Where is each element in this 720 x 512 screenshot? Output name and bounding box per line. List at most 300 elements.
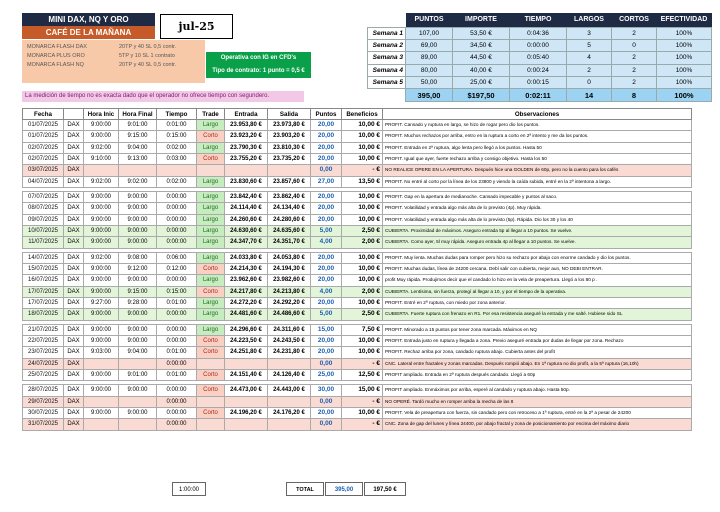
table-row[interactable] bbox=[23, 275, 692, 286]
entry-cell[interactable]: 23.923,20 € bbox=[225, 131, 268, 142]
market-cell[interactable]: DAX bbox=[64, 214, 84, 225]
trade-cell[interactable]: Largo bbox=[197, 225, 225, 236]
start-time-cell[interactable] bbox=[84, 419, 119, 430]
market-cell[interactable]: DAX bbox=[64, 309, 84, 320]
date-cell[interactable]: 24/07/2025 bbox=[23, 358, 64, 369]
observation-cell[interactable]: PROFIT. Entrada en 2ª ruptura, algo lenta pero llegó a los puntos. Hasta 50 bbox=[383, 142, 692, 153]
entry-cell[interactable] bbox=[225, 396, 268, 407]
duration-cell[interactable]: 0:01:00 bbox=[157, 369, 197, 380]
column-header[interactable] bbox=[64, 109, 84, 120]
entry-cell[interactable]: 24.114,40 € bbox=[225, 203, 268, 214]
benefit-cell[interactable]: 10,00 € bbox=[342, 263, 383, 274]
benefit-cell[interactable]: 2,50 € bbox=[342, 309, 383, 320]
date-cell[interactable]: 22/07/2025 bbox=[23, 335, 64, 346]
end-time-cell[interactable]: 9:02:00 bbox=[119, 176, 157, 187]
column-header[interactable]: Hora Final bbox=[119, 109, 157, 120]
entry-cell[interactable]: 24.296,60 € bbox=[225, 324, 268, 335]
table-row[interactable] bbox=[23, 297, 692, 308]
market-cell[interactable]: DAX bbox=[64, 120, 84, 131]
date-cell[interactable]: 07/07/2025 bbox=[23, 191, 64, 202]
table-row[interactable] bbox=[23, 396, 692, 407]
date-cell[interactable]: 31/07/2025 bbox=[23, 419, 64, 430]
start-time-cell[interactable]: 9:00:00 bbox=[84, 203, 119, 214]
entry-cell[interactable]: 24.196,20 € bbox=[225, 407, 268, 418]
table-row[interactable] bbox=[23, 407, 692, 418]
start-time-cell[interactable]: 9:00:00 bbox=[84, 225, 119, 236]
date-cell[interactable]: 21/07/2025 bbox=[23, 324, 64, 335]
entry-cell[interactable]: 24.217,80 € bbox=[225, 286, 268, 297]
table-row[interactable] bbox=[23, 385, 692, 396]
market-cell[interactable]: DAX bbox=[64, 407, 84, 418]
exit-cell[interactable]: 24.213,80 € bbox=[268, 286, 311, 297]
market-cell[interactable]: DAX bbox=[64, 225, 84, 236]
duration-cell[interactable]: 0:00:00 bbox=[157, 214, 197, 225]
market-cell[interactable]: DAX bbox=[64, 142, 84, 153]
points-cell[interactable]: 20,00 bbox=[311, 131, 342, 142]
points-cell[interactable]: 15,00 bbox=[311, 324, 342, 335]
date-cell[interactable]: 28/07/2025 bbox=[23, 385, 64, 396]
table-row[interactable] bbox=[23, 324, 692, 335]
start-time-cell[interactable]: 9:02:00 bbox=[84, 252, 119, 263]
exit-cell[interactable]: 24.311,60 € bbox=[268, 324, 311, 335]
exit-cell[interactable]: 23.982,60 € bbox=[268, 275, 311, 286]
duration-cell[interactable]: 0:15:00 bbox=[157, 286, 197, 297]
trade-cell[interactable]: Largo bbox=[197, 275, 225, 286]
points-cell[interactable]: 20,00 bbox=[311, 252, 342, 263]
end-time-cell[interactable] bbox=[119, 165, 157, 176]
end-time-cell[interactable]: 9:01:00 bbox=[119, 369, 157, 380]
duration-cell[interactable]: 0:01:00 bbox=[157, 120, 197, 131]
observation-cell[interactable]: CUBIERTA. Proximidad de máximos. Aseguro entrada 5p al llegar a 10 puntos. Se vuelve. bbox=[383, 225, 692, 236]
observation-cell[interactable]: PROFIT. Cansado y ruptura en largo, se hizo de rogar pero dio los puntos. bbox=[383, 120, 692, 131]
end-time-cell[interactable]: 9:12:00 bbox=[119, 263, 157, 274]
benefit-cell[interactable]: 10,00 € bbox=[342, 335, 383, 346]
observation-cell[interactable]: PROFIT. Volatilidad y entrada algo más alta de lo previsto (5p). Rápida. Dio los 30 y los 40 bbox=[383, 214, 692, 225]
end-time-cell[interactable]: 9:00:00 bbox=[119, 237, 157, 248]
benefit-cell[interactable]: 10,00 € bbox=[342, 297, 383, 308]
exit-cell[interactable]: 23.862,40 € bbox=[268, 191, 311, 202]
exit-cell[interactable] bbox=[268, 396, 311, 407]
trade-cell[interactable]: Corto bbox=[197, 153, 225, 164]
entry-cell[interactable]: 23.962,60 € bbox=[225, 275, 268, 286]
benefit-cell[interactable]: 2,00 € bbox=[342, 286, 383, 297]
date-cell[interactable]: 18/07/2025 bbox=[23, 309, 64, 320]
market-cell[interactable]: DAX bbox=[64, 237, 84, 248]
start-time-cell[interactable] bbox=[84, 358, 119, 369]
exit-cell[interactable]: 23.735,20 € bbox=[268, 153, 311, 164]
observation-cell[interactable]: PROFIT. Vela de preapertura con fuerza, sin candado pero con retroceso a 1ª ruptura, entré en la 2ª a pesar de 24200 bbox=[383, 407, 692, 418]
exit-cell[interactable]: 24.243,50 € bbox=[268, 335, 311, 346]
exit-cell[interactable]: 23.810,30 € bbox=[268, 142, 311, 153]
trade-cell[interactable]: Largo bbox=[197, 176, 225, 187]
duration-cell[interactable]: 0:00:00 bbox=[157, 191, 197, 202]
points-cell[interactable]: 4,00 bbox=[311, 237, 342, 248]
points-cell[interactable]: 0,00 bbox=[311, 165, 342, 176]
trade-cell[interactable] bbox=[197, 419, 225, 430]
observation-cell[interactable]: PROFIT. Muy lenta. Muchas dudas para romper pero hizo su rechazo por abajo con enorme candado y dio los puntos. bbox=[383, 252, 692, 263]
trade-cell[interactable]: Corto bbox=[197, 263, 225, 274]
duration-cell[interactable]: 0:00:00 bbox=[157, 309, 197, 320]
entry-cell[interactable] bbox=[225, 419, 268, 430]
benefit-cell[interactable]: 2,00 € bbox=[342, 237, 383, 248]
table-row[interactable] bbox=[23, 203, 692, 214]
end-time-cell[interactable]: 9:00:00 bbox=[119, 324, 157, 335]
start-time-cell[interactable]: 9:00:00 bbox=[84, 191, 119, 202]
trade-cell[interactable]: Corto bbox=[197, 385, 225, 396]
duration-cell[interactable]: 0:00:00 bbox=[157, 358, 197, 369]
observation-cell[interactable]: PROFIT. Igual que ayer, fuerte rechazo arriba y consigo objetivo. Hasta los 50 bbox=[383, 153, 692, 164]
table-row[interactable] bbox=[23, 263, 692, 274]
observation-cell[interactable]: CUBIERTA. Fuerte ruptura con frenazo en R1. Por esa resistencia aseguré la entrada y me salté. Hubiese sido SL bbox=[383, 309, 692, 320]
end-time-cell[interactable]: 9:00:00 bbox=[119, 385, 157, 396]
trade-cell[interactable]: Largo bbox=[197, 324, 225, 335]
trade-cell[interactable]: Corto bbox=[197, 286, 225, 297]
points-cell[interactable]: 0,00 bbox=[311, 419, 342, 430]
trade-cell[interactable]: Corto bbox=[197, 335, 225, 346]
benefit-cell[interactable]: 10,00 € bbox=[342, 191, 383, 202]
table-row[interactable] bbox=[23, 347, 692, 358]
start-time-cell[interactable]: 9:27:00 bbox=[84, 297, 119, 308]
duration-cell[interactable]: 0:02:00 bbox=[157, 142, 197, 153]
column-header[interactable]: Salida bbox=[268, 109, 311, 120]
market-cell[interactable]: DAX bbox=[64, 252, 84, 263]
date-cell[interactable]: 29/07/2025 bbox=[23, 396, 64, 407]
points-cell[interactable]: 20,00 bbox=[311, 203, 342, 214]
trade-cell[interactable]: Corto bbox=[197, 369, 225, 380]
end-time-cell[interactable]: 9:15:00 bbox=[119, 131, 157, 142]
start-time-cell[interactable]: 9:00:00 bbox=[84, 324, 119, 335]
exit-cell[interactable]: 24.053,80 € bbox=[268, 252, 311, 263]
points-cell[interactable]: 20,00 bbox=[311, 297, 342, 308]
duration-cell[interactable]: 0:01:00 bbox=[157, 347, 197, 358]
column-header[interactable]: Observaciones bbox=[383, 109, 692, 120]
market-cell[interactable]: DAX bbox=[64, 297, 84, 308]
observation-cell[interactable]: PROFIT. Muchas dudas, línea de 24200 cercana. Debí salir con cubierta, mejor aun, NO DEBI ENTRAR. bbox=[383, 263, 692, 274]
end-time-cell[interactable]: 9:00:00 bbox=[119, 191, 157, 202]
duration-cell[interactable]: 0:06:00 bbox=[157, 252, 197, 263]
table-row[interactable] bbox=[23, 237, 692, 248]
benefit-cell[interactable]: - € bbox=[342, 396, 383, 407]
table-row[interactable] bbox=[23, 225, 692, 236]
table-row[interactable] bbox=[23, 419, 692, 430]
benefit-cell[interactable]: 2,50 € bbox=[342, 225, 383, 236]
table-row[interactable] bbox=[23, 131, 692, 142]
exit-cell[interactable]: 24.292,20 € bbox=[268, 297, 311, 308]
exit-cell[interactable]: 24.134,40 € bbox=[268, 203, 311, 214]
benefit-cell[interactable]: 10,00 € bbox=[342, 203, 383, 214]
date-cell[interactable]: 14/07/2025 bbox=[23, 252, 64, 263]
exit-cell[interactable]: 23.903,20 € bbox=[268, 131, 311, 142]
trade-cell[interactable]: Largo bbox=[197, 237, 225, 248]
month-cell[interactable]: jul-25 bbox=[160, 14, 233, 39]
duration-cell[interactable]: 0:00:00 bbox=[157, 237, 197, 248]
entry-cell[interactable]: 24.251,80 € bbox=[225, 347, 268, 358]
entry-cell[interactable]: 24.223,50 € bbox=[225, 335, 268, 346]
end-time-cell[interactable]: 9:08:00 bbox=[119, 252, 157, 263]
trade-cell[interactable]: Largo bbox=[197, 191, 225, 202]
end-time-cell[interactable]: 9:00:00 bbox=[119, 335, 157, 346]
entry-cell[interactable]: 24.260,60 € bbox=[225, 214, 268, 225]
points-cell[interactable]: 25,00 bbox=[311, 369, 342, 380]
observation-cell[interactable]: NO OPERÉ. Tardó mucho en romper arriba la mecha de las 8 bbox=[383, 396, 692, 407]
observation-cell[interactable]: PROFIT. Gap en la apertura de medianoche. Cansado impecable y puntos al saco. bbox=[383, 191, 692, 202]
observation-cell[interactable]: PROFIT. Entré en 2ª ruptura, con miedo por zona anterior. bbox=[383, 297, 692, 308]
points-cell[interactable]: 5,00 bbox=[311, 225, 342, 236]
exit-cell[interactable]: 24.194,30 € bbox=[268, 263, 311, 274]
entry-cell[interactable]: 24.272,20 € bbox=[225, 297, 268, 308]
end-time-cell[interactable]: 9:00:00 bbox=[119, 225, 157, 236]
duration-cell[interactable]: 0:12:00 bbox=[157, 263, 197, 274]
benefit-cell[interactable]: 7,50 € bbox=[342, 324, 383, 335]
end-time-cell[interactable]: 9:04:00 bbox=[119, 347, 157, 358]
points-cell[interactable]: 20,00 bbox=[311, 263, 342, 274]
entry-cell[interactable]: 23.842,40 € bbox=[225, 191, 268, 202]
observation-cell[interactable]: CNC. Zona de gap del lunes y línea 24400, por abajo fractal y zona de posicionamiento por encima del máximo diario bbox=[383, 419, 692, 430]
exit-cell[interactable]: 23.857,60 € bbox=[268, 176, 311, 187]
market-cell[interactable]: DAX bbox=[64, 419, 84, 430]
points-cell[interactable]: 30,00 bbox=[311, 385, 342, 396]
points-cell[interactable]: 20,00 bbox=[311, 153, 342, 164]
entry-cell[interactable]: 23.790,30 € bbox=[225, 142, 268, 153]
end-time-cell[interactable]: 9:13:00 bbox=[119, 153, 157, 164]
date-cell[interactable]: 30/07/2025 bbox=[23, 407, 64, 418]
exit-cell[interactable] bbox=[268, 358, 311, 369]
entry-cell[interactable]: 23.755,20 € bbox=[225, 153, 268, 164]
start-time-cell[interactable]: 9:00:00 bbox=[84, 275, 119, 286]
end-time-cell[interactable]: 9:28:00 bbox=[119, 297, 157, 308]
entry-cell[interactable]: 24.151,40 € bbox=[225, 369, 268, 380]
points-cell[interactable]: 5,00 bbox=[311, 309, 342, 320]
date-cell[interactable]: 16/07/2025 bbox=[23, 275, 64, 286]
end-time-cell[interactable]: 9:00:00 bbox=[119, 203, 157, 214]
exit-cell[interactable]: 24.176,20 € bbox=[268, 407, 311, 418]
points-cell[interactable]: 20,00 bbox=[311, 347, 342, 358]
date-cell[interactable]: 10/07/2025 bbox=[23, 225, 64, 236]
market-cell[interactable]: DAX bbox=[64, 203, 84, 214]
start-time-cell[interactable]: 9:10:00 bbox=[84, 153, 119, 164]
entry-cell[interactable] bbox=[225, 358, 268, 369]
exit-cell[interactable]: 24.486,60 € bbox=[268, 309, 311, 320]
market-cell[interactable]: DAX bbox=[64, 263, 84, 274]
start-time-cell[interactable]: 9:00:00 bbox=[84, 407, 119, 418]
market-cell[interactable]: DAX bbox=[64, 286, 84, 297]
table-row[interactable] bbox=[23, 335, 692, 346]
benefit-cell[interactable]: 13,50 € bbox=[342, 176, 383, 187]
column-header[interactable]: Trade bbox=[197, 109, 225, 120]
table-row[interactable] bbox=[23, 176, 692, 187]
date-cell[interactable]: 01/07/2025 bbox=[23, 120, 64, 131]
date-cell[interactable]: 15/07/2025 bbox=[23, 263, 64, 274]
duration-cell[interactable]: 0:01:00 bbox=[157, 297, 197, 308]
observation-cell[interactable]: CUBIERTA. Como ayer, 5l muy rápida. Aseguro entrada 4p al llegar a 10 puntos. Se vuelve. bbox=[383, 237, 692, 248]
benefit-cell[interactable]: 10,00 € bbox=[342, 153, 383, 164]
column-header[interactable]: Beneficios bbox=[342, 109, 383, 120]
end-time-cell[interactable]: 9:15:00 bbox=[119, 286, 157, 297]
exit-cell[interactable]: 24.351,70 € bbox=[268, 237, 311, 248]
start-time-cell[interactable]: 9:02:00 bbox=[84, 142, 119, 153]
market-cell[interactable]: DAX bbox=[64, 191, 84, 202]
benefit-cell[interactable]: 10,00 € bbox=[342, 252, 383, 263]
market-cell[interactable]: DAX bbox=[64, 369, 84, 380]
column-header[interactable]: Hora Inic bbox=[84, 109, 119, 120]
table-row[interactable] bbox=[23, 369, 692, 380]
duration-cell[interactable]: 0:00:00 bbox=[157, 396, 197, 407]
start-time-cell[interactable]: 9:00:00 bbox=[84, 214, 119, 225]
column-header[interactable]: Tiempo bbox=[157, 109, 197, 120]
column-header[interactable]: Puntos bbox=[311, 109, 342, 120]
observation-cell[interactable]: PROFIT. Minorado a 15 puntos por tener zona marcada. Máximos en NQ bbox=[383, 324, 692, 335]
start-time-cell[interactable]: 9:03:00 bbox=[84, 347, 119, 358]
date-cell[interactable]: 11/07/2025 bbox=[23, 237, 64, 248]
table-row[interactable] bbox=[23, 286, 692, 297]
table-row[interactable] bbox=[23, 165, 692, 176]
duration-cell[interactable]: 0:00:00 bbox=[157, 324, 197, 335]
points-cell[interactable]: 20,00 bbox=[311, 275, 342, 286]
points-cell[interactable]: 4,00 bbox=[311, 286, 342, 297]
end-time-cell[interactable]: 9:00:00 bbox=[119, 309, 157, 320]
points-cell[interactable]: 20,00 bbox=[311, 191, 342, 202]
market-cell[interactable]: DAX bbox=[64, 165, 84, 176]
observation-cell[interactable]: PROFIT. Muchos rechazos por arriba, entro en la ruptura a corto en 2ª intento y me da los puntos. bbox=[383, 131, 692, 142]
points-cell[interactable]: 0,00 bbox=[311, 358, 342, 369]
date-cell[interactable]: 25/07/2025 bbox=[23, 369, 64, 380]
end-time-cell[interactable]: 9:00:00 bbox=[119, 407, 157, 418]
date-cell[interactable]: 02/07/2025 bbox=[23, 142, 64, 153]
market-cell[interactable]: DAX bbox=[64, 131, 84, 142]
market-cell[interactable]: DAX bbox=[64, 153, 84, 164]
points-cell[interactable]: 20,00 bbox=[311, 335, 342, 346]
start-time-cell[interactable]: 9:02:00 bbox=[84, 176, 119, 187]
trade-cell[interactable]: Corto bbox=[197, 407, 225, 418]
column-header[interactable]: Fecha bbox=[23, 109, 64, 120]
entry-cell[interactable]: 23.953,80 € bbox=[225, 120, 268, 131]
start-time-cell[interactable]: 9:00:00 bbox=[84, 335, 119, 346]
end-time-cell[interactable]: 9:01:00 bbox=[119, 120, 157, 131]
observation-cell[interactable]: profit Muy rápida. Produjimos decir que el candado lo hizo en la vela de preapertura. Llegó a los 80 p . bbox=[383, 275, 692, 286]
end-time-cell[interactable]: 9:00:00 bbox=[119, 214, 157, 225]
entry-cell[interactable] bbox=[225, 165, 268, 176]
end-time-cell[interactable] bbox=[119, 396, 157, 407]
observation-cell[interactable]: PROFIT. Rechaz arriba por zona, candado ruptura abajo. Cubierta antes del profit bbox=[383, 347, 692, 358]
benefit-cell[interactable]: - € bbox=[342, 419, 383, 430]
duration-cell[interactable]: 0:15:00 bbox=[157, 131, 197, 142]
benefit-cell[interactable]: 10,00 € bbox=[342, 120, 383, 131]
points-cell[interactable]: 20,00 bbox=[311, 142, 342, 153]
exit-cell[interactable] bbox=[268, 419, 311, 430]
end-time-cell[interactable]: 9:04:00 bbox=[119, 142, 157, 153]
points-cell[interactable]: 27,00 bbox=[311, 176, 342, 187]
exit-cell[interactable]: 24.280,60 € bbox=[268, 214, 311, 225]
date-cell[interactable]: 02/07/2025 bbox=[23, 153, 64, 164]
date-cell[interactable]: 09/07/2025 bbox=[23, 214, 64, 225]
observation-cell[interactable]: CNC. Lateral entre fractales y zonas marcadas. Después rompió abajo. En 1ª ruptura no dio profit, a la 5ª ruptura (16,10h) bbox=[383, 358, 692, 369]
start-time-cell[interactable]: 9:00:00 bbox=[84, 263, 119, 274]
exit-cell[interactable] bbox=[268, 165, 311, 176]
points-cell[interactable]: 20,00 bbox=[311, 407, 342, 418]
start-time-cell[interactable]: 9:00:00 bbox=[84, 237, 119, 248]
duration-cell[interactable]: 0:00:00 bbox=[157, 275, 197, 286]
entry-cell[interactable]: 24.214,30 € bbox=[225, 263, 268, 274]
trade-cell[interactable]: Corto bbox=[197, 347, 225, 358]
observation-cell[interactable]: CUBIERTA. Lentísima, sin fuerza, protegí al llegar a 10, y por el tiempo de la operativa. bbox=[383, 286, 692, 297]
market-cell[interactable]: DAX bbox=[64, 176, 84, 187]
end-time-cell[interactable] bbox=[119, 358, 157, 369]
date-cell[interactable]: 17/07/2025 bbox=[23, 297, 64, 308]
duration-cell[interactable]: 0:02:00 bbox=[157, 176, 197, 187]
duration-cell[interactable]: 0:00:00 bbox=[157, 225, 197, 236]
date-cell[interactable]: 01/07/2025 bbox=[23, 131, 64, 142]
market-cell[interactable]: DAX bbox=[64, 347, 84, 358]
trade-cell[interactable]: Largo bbox=[197, 309, 225, 320]
trade-cell[interactable]: Largo bbox=[197, 142, 225, 153]
benefit-cell[interactable]: 10,00 € bbox=[342, 407, 383, 418]
benefit-cell[interactable]: 15,00 € bbox=[342, 385, 383, 396]
table-row[interactable] bbox=[23, 214, 692, 225]
observation-cell[interactable]: PROFIT ampliado. Enmáximos por arriba, esperé al candado y ruptura abajo. Hasta 50p. bbox=[383, 385, 692, 396]
table-row[interactable] bbox=[23, 358, 692, 369]
start-time-cell[interactable]: 9:00:00 bbox=[84, 369, 119, 380]
exit-cell[interactable]: 24.635,60 € bbox=[268, 225, 311, 236]
table-row[interactable] bbox=[23, 120, 692, 131]
benefit-cell[interactable]: 10,00 € bbox=[342, 131, 383, 142]
start-time-cell[interactable]: 9:00:00 bbox=[84, 286, 119, 297]
start-time-cell[interactable] bbox=[84, 396, 119, 407]
duration-cell[interactable]: 0:03:00 bbox=[157, 153, 197, 164]
market-cell[interactable]: DAX bbox=[64, 324, 84, 335]
duration-cell[interactable]: 0:00:00 bbox=[157, 203, 197, 214]
start-time-cell[interactable]: 9:00:00 bbox=[84, 385, 119, 396]
exit-cell[interactable]: 24.443,00 € bbox=[268, 385, 311, 396]
end-time-cell[interactable] bbox=[119, 419, 157, 430]
entry-cell[interactable]: 24.347,70 € bbox=[225, 237, 268, 248]
observation-cell[interactable]: PROFIT. Volatilidad y entrada algo más alta de lo previsto (4p). Muy rápida. bbox=[383, 203, 692, 214]
start-time-cell[interactable]: 9:00:00 bbox=[84, 309, 119, 320]
benefit-cell[interactable]: - € bbox=[342, 358, 383, 369]
benefit-cell[interactable]: 10,00 € bbox=[342, 214, 383, 225]
end-time-cell[interactable]: 9:00:00 bbox=[119, 275, 157, 286]
column-header[interactable]: Entrada bbox=[225, 109, 268, 120]
duration-cell[interactable] bbox=[157, 165, 197, 176]
benefit-cell[interactable]: 10,00 € bbox=[342, 347, 383, 358]
trade-cell[interactable]: Largo bbox=[197, 214, 225, 225]
trade-cell[interactable]: Corto bbox=[197, 131, 225, 142]
points-cell[interactable]: 20,00 bbox=[311, 214, 342, 225]
entry-cell[interactable]: 24.473,00 € bbox=[225, 385, 268, 396]
entry-cell[interactable]: 24.033,80 € bbox=[225, 252, 268, 263]
observation-cell[interactable]: PROFIT. No entré al corto por la línea de los 23800 y viendo la caída subida, entré en la 2ª intentona a largo. bbox=[383, 176, 692, 187]
trade-cell[interactable] bbox=[197, 396, 225, 407]
trade-cell[interactable]: Largo bbox=[197, 297, 225, 308]
entry-cell[interactable]: 23.830,60 € bbox=[225, 176, 268, 187]
table-row[interactable] bbox=[23, 153, 692, 164]
table-row[interactable] bbox=[23, 142, 692, 153]
trade-cell[interactable]: Largo bbox=[197, 252, 225, 263]
benefit-cell[interactable]: 12,50 € bbox=[342, 369, 383, 380]
observation-cell[interactable]: PROFIT. Entrada justo en ruptura y llegada a zona. Previo aseguré entrada por dudas de llegar por zona. Rechazo bbox=[383, 335, 692, 346]
exit-cell[interactable]: 24.231,80 € bbox=[268, 347, 311, 358]
table-row[interactable] bbox=[23, 191, 692, 202]
benefit-cell[interactable]: 10,00 € bbox=[342, 142, 383, 153]
market-cell[interactable]: DAX bbox=[64, 335, 84, 346]
benefit-cell[interactable]: - € bbox=[342, 165, 383, 176]
start-time-cell[interactable]: 9:00:00 bbox=[84, 120, 119, 131]
table-row[interactable] bbox=[23, 309, 692, 320]
observation-cell[interactable]: PROFIT ampliado. Entrada en 2ª ruptura después candado. Llegó a 60p bbox=[383, 369, 692, 380]
entry-cell[interactable]: 24.630,60 € bbox=[225, 225, 268, 236]
trade-cell[interactable] bbox=[197, 358, 225, 369]
date-cell[interactable]: 04/07/2025 bbox=[23, 176, 64, 187]
start-time-cell[interactable]: 9:00:00 bbox=[84, 131, 119, 142]
